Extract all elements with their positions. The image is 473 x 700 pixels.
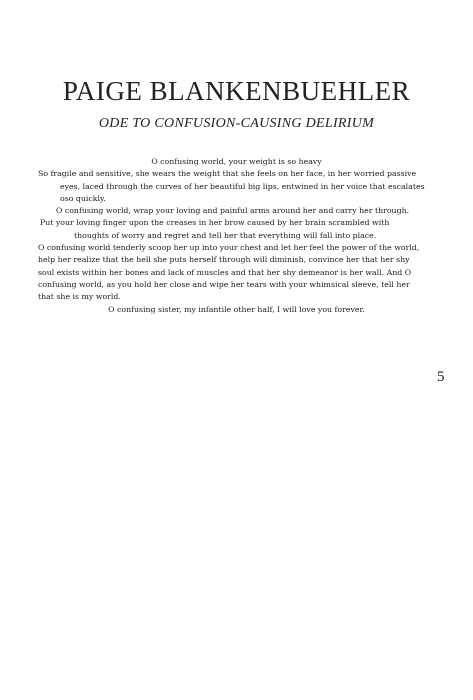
page-number: 5 bbox=[437, 369, 445, 385]
poem-line: eyes, laced through the curves of her beautiful big lips, entwined in her voice that escalates bbox=[60, 181, 425, 191]
poem-line: O confusing world, wrap your loving and painful arms around her and carry her through. bbox=[56, 206, 410, 216]
poem-line: So fragile and sensitive, she wears the weight that she feels on her face, in her worried passive bbox=[38, 169, 417, 179]
poem-line: O confusing world tenderly scoop her up into your chest and let her feel the power of the world, bbox=[38, 243, 420, 253]
poem-line: soul exists within her bones and lack of muscles and that her shy demeanor is her wall. And O bbox=[38, 267, 412, 277]
poem-line: thoughts of worry and regret and tell her that everything will fall into place. bbox=[74, 230, 377, 240]
poem-line: O confusing world, your weight is so heavy bbox=[151, 157, 322, 166]
poem-line: Put your loving finger upon the creases in her brow caused by her brain scrambled with bbox=[40, 218, 390, 228]
poem-line: that she is my world. bbox=[38, 292, 121, 302]
poem-title: ODE TO CONFUSION-CAUSING DELIRIUM bbox=[98, 116, 375, 131]
poem-line: confusing world, as you hold her close and wipe her tears with your whimsical sleeve, tell her bbox=[38, 279, 410, 289]
poem-body bbox=[0, 156, 473, 316]
poem-line: O confusing sister, my infantile other half, I will love you forever. bbox=[108, 304, 365, 314]
poem-line: oso quickly. bbox=[60, 193, 106, 203]
poem-line: help her realize that the hell she puts herself through will diminish, convince her that her shy bbox=[38, 255, 410, 265]
author-name: PAIGE BLANKENBUEHLER bbox=[62, 76, 411, 106]
